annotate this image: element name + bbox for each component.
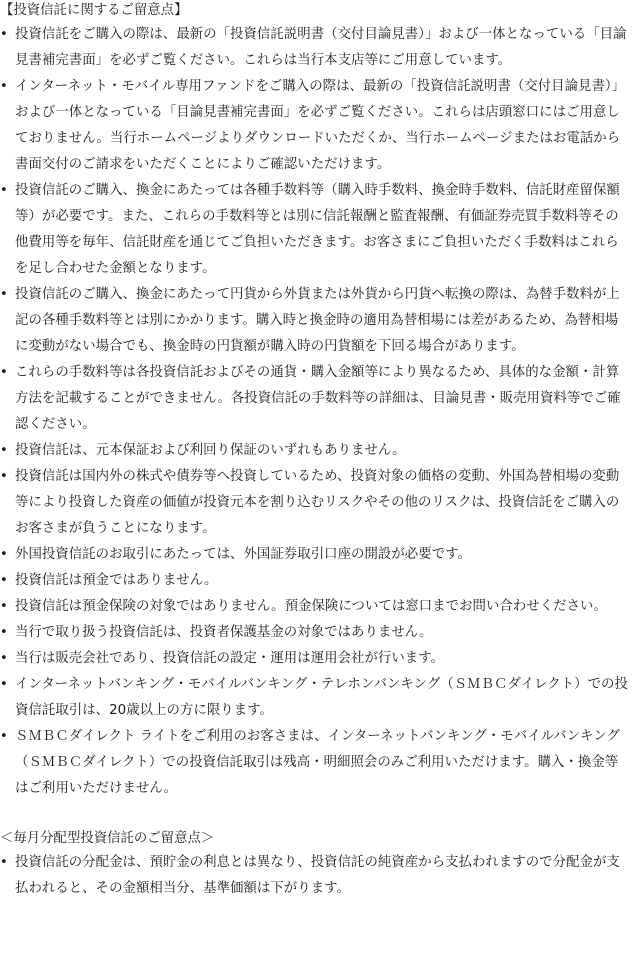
bullet-icon: • — [0, 79, 8, 94]
note-item — [0, 850, 635, 902]
note-text: 当行は販売会社であり、投資信託の設定・運用は運用会社が行います。 — [15, 651, 445, 666]
note-item — [0, 646, 635, 672]
note-text: 投資信託は、元本保証および利回り保証のいずれもありません。 — [15, 443, 406, 458]
note-item — [0, 724, 635, 802]
bullet-icon: • — [0, 625, 8, 640]
note-text: 当行で取り扱う投資信託は、投資者保護基金の対象ではありません。 — [15, 625, 433, 640]
bullet-icon: • — [0, 183, 8, 198]
note-item — [0, 438, 635, 464]
note-item — [0, 594, 635, 620]
note-text: 投資信託は預金ではありません。 — [15, 573, 218, 588]
bullet-icon: • — [0, 729, 8, 744]
bullet-icon: • — [0, 469, 8, 484]
note-text: 投資信託のご購入、換金にあたっては各種手数料等（購入時手数料、換金時手数料、信託財産留保額等）が必要です。また、これらの手数料等とは別に信託報酬と監査報酬、有価証券売買手数料等その他費用等を毎年、信託財産を通じてご負担いただきます。お客さまにご負担いただく手数料はこれらを足し合わせた金額となります。 — [15, 183, 620, 276]
note-item — [0, 282, 635, 360]
note-item — [0, 620, 635, 646]
note-item — [0, 542, 635, 568]
note-item — [0, 22, 635, 74]
section-spacer — [0, 802, 635, 828]
bullet-icon: • — [0, 365, 8, 380]
note-item — [0, 360, 635, 438]
note-item — [0, 464, 635, 542]
bullet-icon: • — [0, 573, 8, 588]
section-title-monthly-distribution: ＜毎月分配型投資信託のご留意点＞ — [0, 831, 215, 846]
bullet-icon: • — [0, 443, 8, 458]
note-item — [0, 178, 635, 282]
note-text: 投資信託の分配金は、預貯金の利息とは異なり、投資信託の純資産から支払われますので分配金が支払われると、その金額相当分、基準価額は下がります。 — [15, 855, 620, 896]
note-text: 投資信託をご購入の際は、最新の「投資信託説明書（交付目論見書）」および一体となっている「目論見書補完書面」を必ずご覧ください。これらは当行本支店等にご用意しています。 — [15, 27, 627, 68]
bullet-icon: • — [0, 287, 8, 302]
note-text: 投資信託は預金保険の対象ではありません。預金保険については窓口までお問い合わせください。 — [15, 599, 607, 614]
note-text: インターネットバンキング・モバイルバンキング・テレホンバンキング（ＳＭＢＣダイレクト）での投資信託取引は、20歳以上の方に限ります。 — [15, 677, 628, 718]
note-item — [0, 568, 635, 594]
notes-list — [0, 22, 635, 802]
note-text: これらの手数料等は各投資信託およびその通貨・購入金額等により異なるため、具体的な金額・計算方法を記載することができません。各投資信託の手数料等の詳細は、目論見書・販売用資料等でご確認ください。 — [15, 365, 621, 432]
note-text: 外国投資信託のお取引にあたっては、外国証券取引口座の開設が必要です。 — [15, 547, 471, 562]
note-text: ＳＭＢＣダイレクト ライトをご利用のお客さまは、インターネットバンキング・モバイルバンキング（ＳＭＢＣダイレクト）での投資信託取引は残高・明細照会のみご利用いただけます。購入・換金等はご利用いただけません。 — [15, 729, 620, 796]
bullet-icon: • — [0, 855, 8, 870]
bullet-icon: • — [0, 27, 8, 42]
note-text: 投資信託は国内外の株式や債券等へ投資しているため、投資対象の価格の変動、外国為替相場の変動等により投資した資産の価値が投資元本を割り込むリスクやその他のリスクは、投資信託をご購入のお客さまが負うことになります。 — [15, 469, 620, 536]
monthly-distribution-notes-section — [0, 828, 635, 902]
section-title-investment-trust-notes: 【投資信託に関するご留意点】 — [0, 3, 188, 18]
notes-list — [0, 850, 635, 902]
note-item — [0, 74, 635, 178]
bullet-icon: • — [0, 547, 8, 562]
note-text: インターネット・モバイル専用ファンドをご購入の際は、最新の「投資信託説明書（交付目論見書）」および一体となっている「目論見書補完書面」を必ずご覧ください。これらは店頭窓口にはご用意しておりません。当行ホームページよりダウンロードいただくか、当行ホームページまたはお電話から書面交付のご請求をいただくことによりご確認いただけます。 — [15, 79, 626, 172]
note-item — [0, 672, 635, 724]
note-text: 投資信託のご購入、換金にあたって円貨から外貨または外貨から円貨へ転換の際は、為替手数料が上記の各種手数料等とは別にかかります。購入時と換金時の適用為替相場には差があるため、為替相場に変動がない場合でも、換金時の円貨額が購入時の円貨額を下回る場合があります。 — [15, 287, 620, 354]
bullet-icon: • — [0, 651, 8, 666]
bullet-icon: • — [0, 677, 8, 692]
bullet-icon: • — [0, 599, 8, 614]
